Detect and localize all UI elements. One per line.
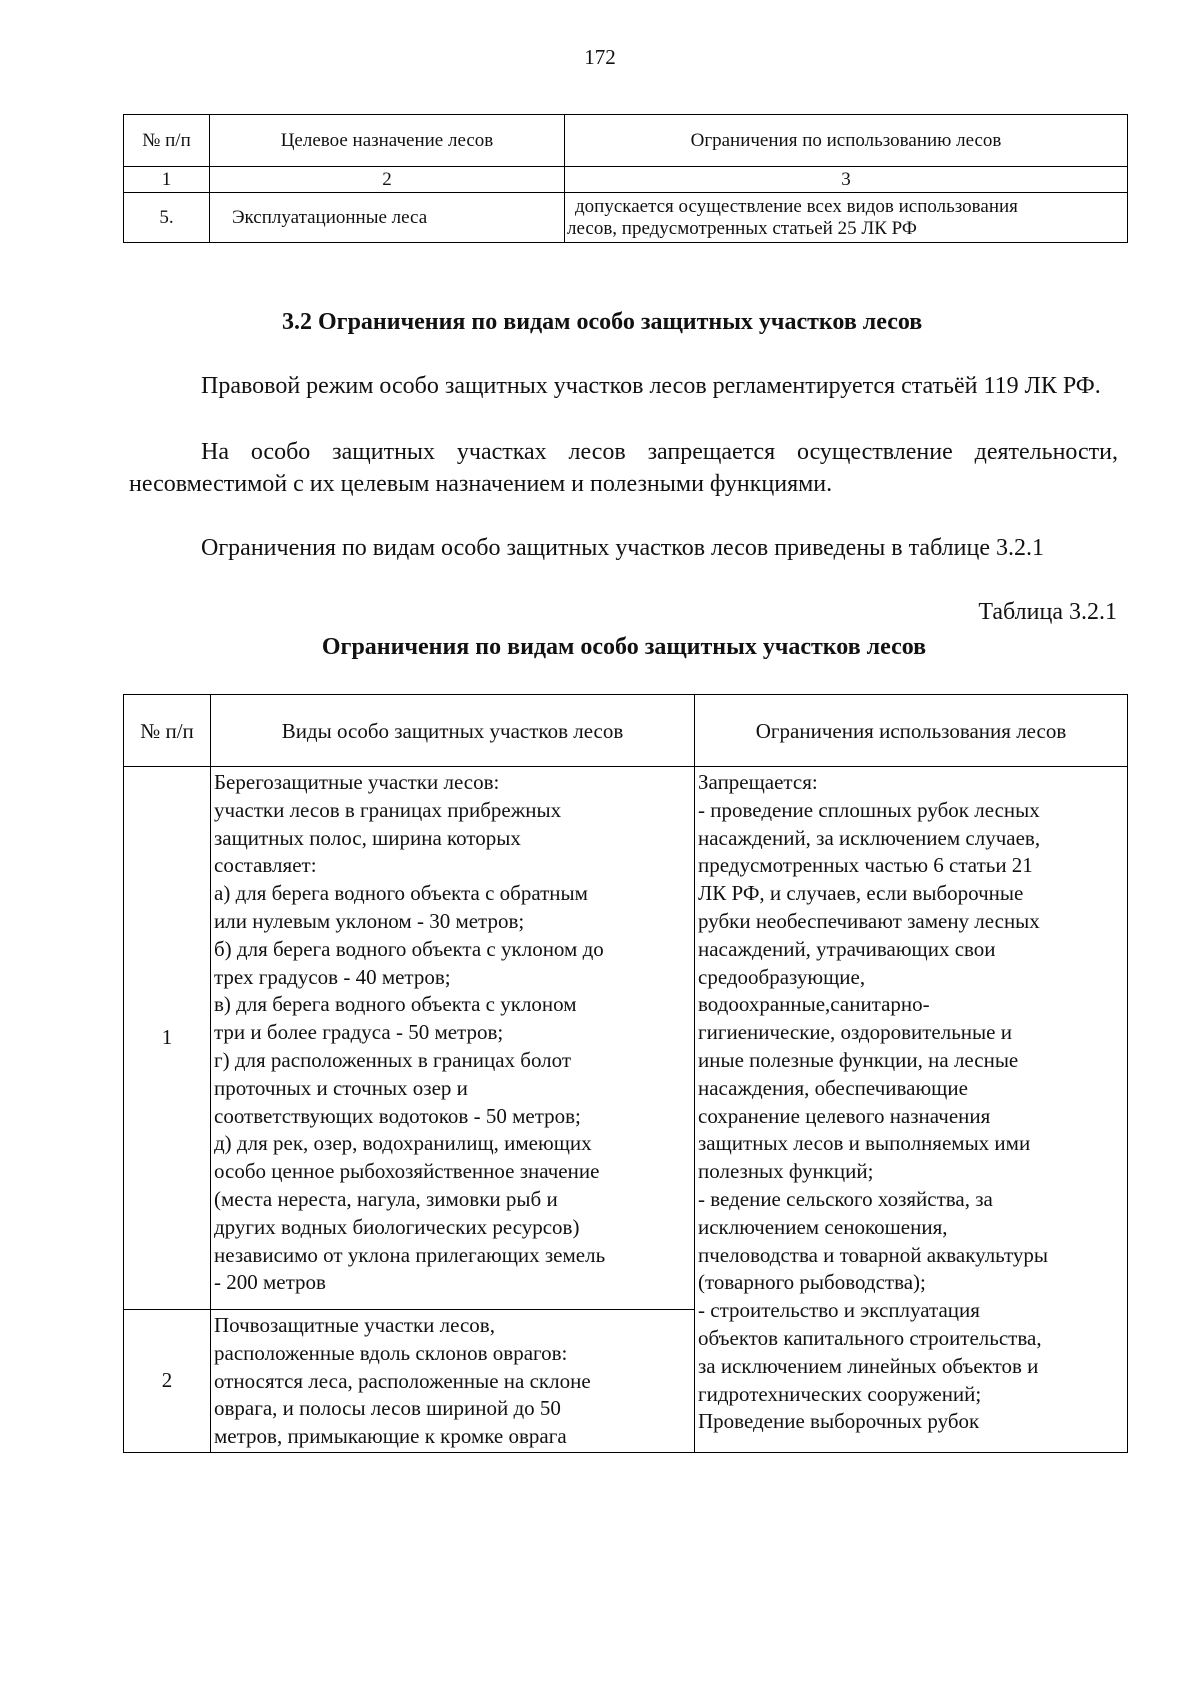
text-line: - ведение сельского хозяйства, за	[698, 1186, 993, 1211]
text-line: ЛК РФ, и случаев, если выборочные	[698, 881, 1024, 906]
paragraph-text: Правовой режим особо защитных участков лесов регламентируется статьёй 119 ЛК РФ.	[201, 373, 1101, 399]
column-index-row	[124, 167, 1128, 193]
column-header-purpose: Целевое назначение лесов	[210, 115, 565, 167]
protected-areas-table	[123, 694, 1128, 1453]
text-line: водоохранные,санитарно-	[698, 992, 930, 1017]
text-line: Проведение выборочных рубок	[698, 1409, 980, 1434]
table-number-caption: Таблица 3.2.1	[978, 599, 1117, 625]
text-line: Почвозащитные участки лесов,	[214, 1313, 495, 1337]
section-heading: 3.2 Ограничения по видам особо защитных участков лесов	[282, 309, 923, 335]
paragraph	[129, 436, 1118, 500]
text-line: проточных и сточных озер и	[214, 1075, 468, 1100]
column-header-number: № п/п	[124, 115, 210, 167]
text-line: - строительство и эксплуатация	[698, 1298, 980, 1323]
text-line: - 200 метров	[214, 1270, 326, 1295]
protected-area-kind	[211, 1310, 695, 1453]
text-line: расположенные вдоль склонов оврагов:	[214, 1340, 568, 1365]
text-line: насаждения, обеспечивающие	[698, 1075, 968, 1100]
protected-area-kind	[211, 767, 695, 1310]
table-header-row	[124, 115, 1128, 167]
row-number: 5.	[124, 193, 210, 243]
text-line: исключением сенокошения,	[698, 1214, 948, 1239]
paragraph	[129, 370, 1118, 402]
text-line: соответствующих водотоков - 50 метров;	[214, 1103, 581, 1128]
text-line: иные полезные функции, на лесные	[698, 1047, 1019, 1072]
text-line: защитных полос, ширина которых	[214, 825, 521, 850]
text-line: допускается осуществление всех видов использования	[575, 195, 1018, 217]
text-line: насаждений, за исключением случаев,	[698, 825, 1041, 850]
text-line: г) для расположенных в границах болот	[214, 1047, 572, 1072]
text-line: а) для берега водного объекта с обратным	[214, 881, 588, 906]
text-line: Запрещается:	[698, 770, 818, 794]
table-header-row	[124, 695, 1128, 767]
text-line: оврага, и полосы лесов шириной до 50	[214, 1396, 561, 1421]
text-line: метров, примыкающие к кромке оврага	[214, 1424, 567, 1449]
text-line: - проведение сплошных рубок лесных	[698, 797, 1040, 822]
column-header-kind: Виды особо защитных участков лесов	[211, 695, 695, 767]
forest-purpose: Эксплуатационные леса	[210, 193, 565, 243]
column-header-number: № п/п	[124, 695, 211, 767]
column-index: 3	[565, 167, 1128, 193]
usage-restrictions	[695, 767, 1128, 1453]
usage-restriction	[565, 193, 1128, 243]
column-header-restrictions: Ограничения по использованию лесов	[565, 115, 1128, 167]
text-line: лесов, предусмотренных статьей 25 ЛК РФ	[567, 217, 917, 239]
text-line: три и более градуса - 50 метров;	[214, 1020, 504, 1045]
page-number: 172	[584, 45, 616, 69]
paragraph	[129, 532, 1118, 564]
text-line: защитных лесов и выполняемых ими	[698, 1131, 1031, 1156]
text-line: предусмотренных частью 6 статьи 21	[698, 853, 1033, 878]
text-line: объектов капитального строительства,	[698, 1325, 1042, 1350]
text-line: или нулевым уклоном - 30 метров;	[214, 908, 525, 933]
column-index: 1	[124, 167, 210, 193]
text-line: (места нереста, нагула, зимовки рыб и	[214, 1186, 558, 1211]
table-row	[124, 767, 1128, 1310]
text-line: гидротехнических сооружений;	[698, 1381, 982, 1406]
text-line: (товарного рыбоводства);	[698, 1270, 926, 1295]
text-line: составляет:	[214, 853, 317, 878]
text-line: б) для берега водного объекта с уклоном до	[214, 936, 604, 961]
table-title: Ограничения по видам особо защитных участков лесов	[321, 634, 927, 660]
text-line: сохранение целевого назначения	[698, 1103, 991, 1128]
text-line: независимо от уклона прилегающих земель	[214, 1242, 606, 1267]
text-line: относятся леса, расположенные на склоне	[214, 1368, 591, 1393]
text-line: гигиенические, оздоровительные и	[698, 1020, 1012, 1045]
text-line: особо ценное рыбохозяйственное значение	[214, 1159, 600, 1184]
paragraph-text: На особо защитных участках лесов запрещается осуществление деятельности, несовместимой с их целевым назначением и полезными функциями.	[129, 439, 1118, 497]
text-line: пчеловодства и товарной аквакультуры	[698, 1242, 1048, 1267]
text-line: средообразующие,	[698, 964, 866, 989]
text-line: полезных функций;	[698, 1159, 874, 1184]
forest-purpose-table	[123, 114, 1128, 243]
text-line: трех градусов - 40 метров;	[214, 964, 451, 989]
text-line: за исключением линейных объектов и	[698, 1353, 1039, 1378]
paragraph-text: Ограничения по видам особо защитных участков лесов приведены в таблице 3.2.1	[201, 535, 1044, 561]
text-line: в) для берега водного объекта с уклоном	[214, 992, 577, 1017]
row-number: 1	[124, 767, 211, 1310]
text-line: Берегозащитные участки лесов:	[214, 770, 500, 794]
text-line: других водных биологических ресурсов)	[214, 1214, 580, 1239]
text-line: рубки необеспечивают замену лесных	[698, 908, 1040, 933]
column-index: 2	[210, 167, 565, 193]
table-row	[124, 193, 1128, 243]
column-header-restrictions: Ограничения использования лесов	[695, 695, 1128, 767]
row-number: 2	[124, 1310, 211, 1453]
text-line: насаждений, утрачивающих свои	[698, 936, 996, 961]
text-line: участки лесов в границах прибрежных	[214, 797, 562, 822]
text-line: д) для рек, озер, водохранилищ, имеющих	[214, 1131, 592, 1156]
